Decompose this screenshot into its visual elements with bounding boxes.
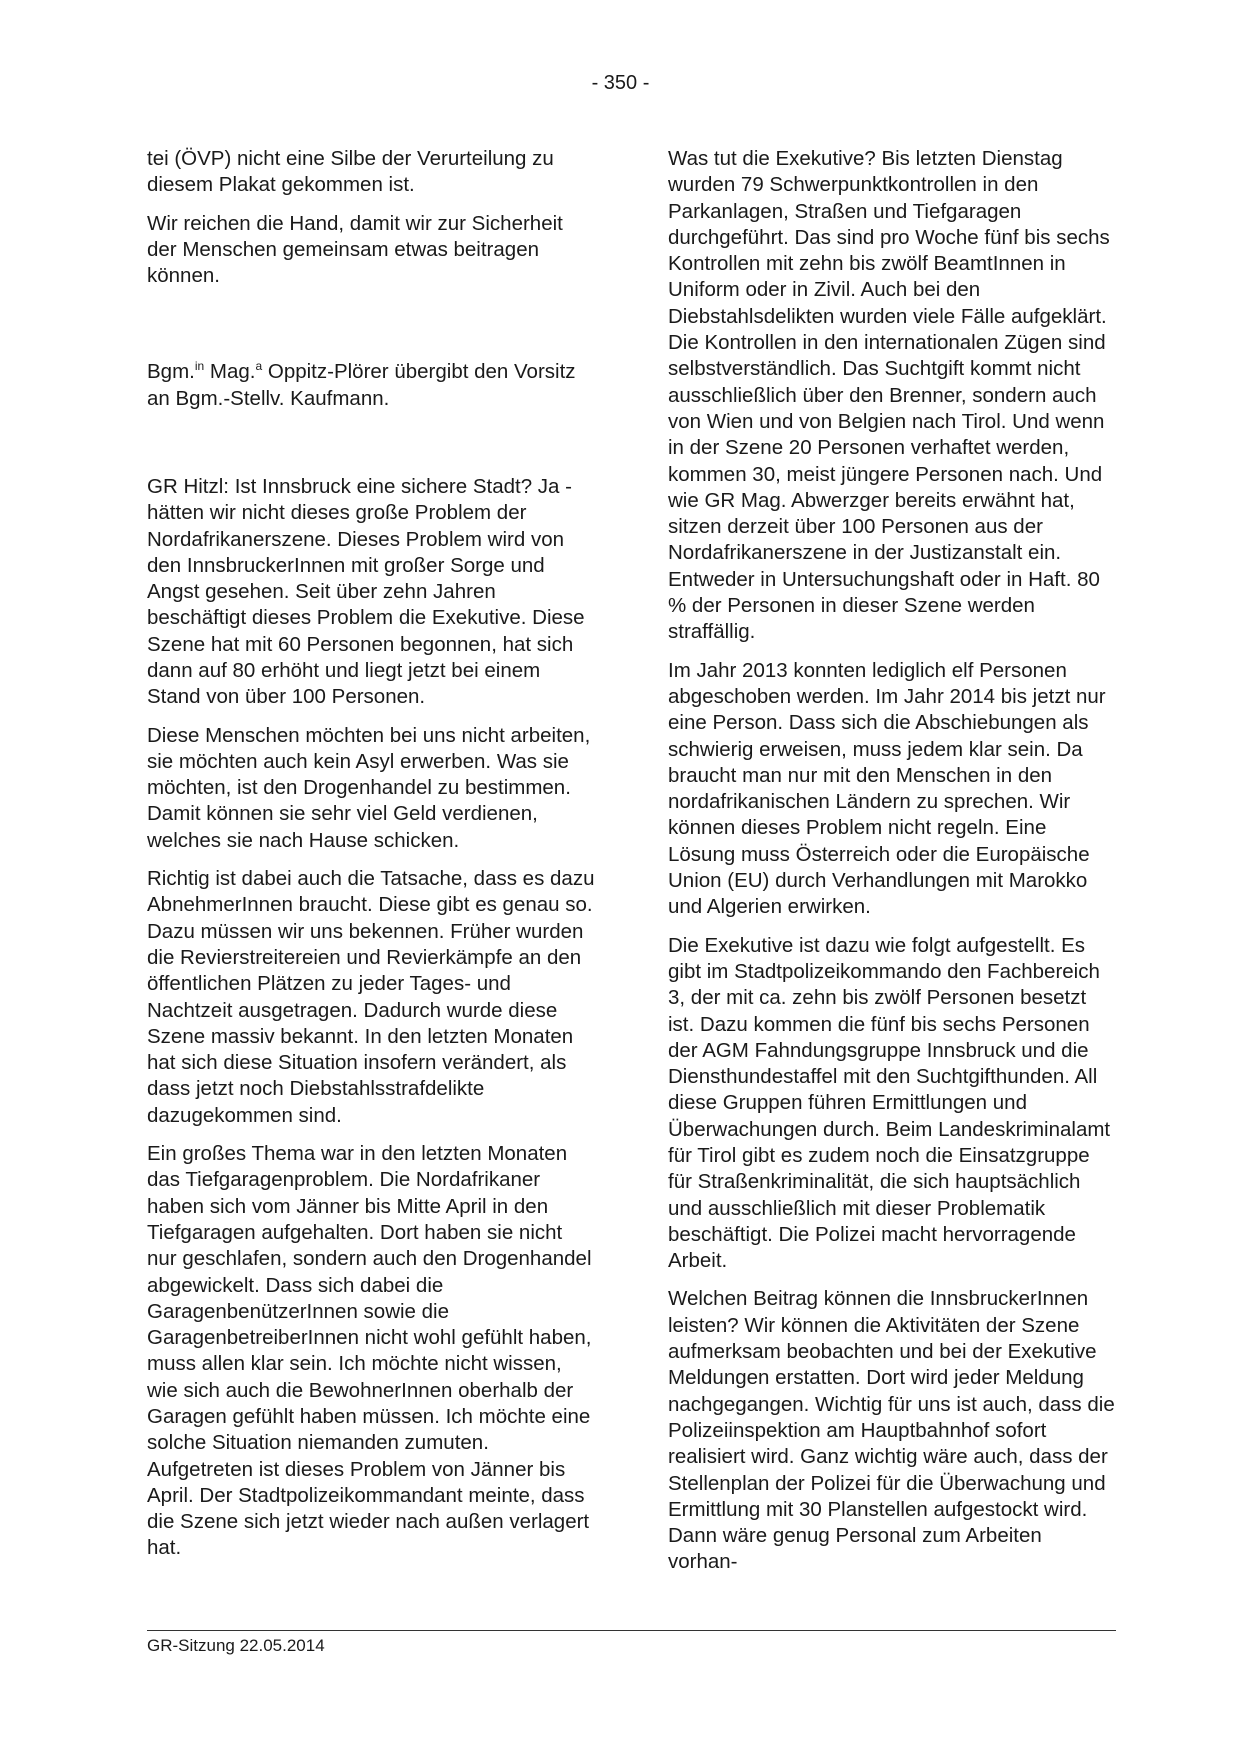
mag-text: Mag. — [209, 360, 256, 384]
paragraph: Die Exekutive ist dazu wie folgt aufgestellt. Es gibt im Stadtpolizeikommando den Fachbereich 3, der mit ca. zehn bis zwölf Personen besetzt ist. Dazu kommen die fünf bis sechs Personen der AGM Fahndungsgruppe Innsbruck und die Diensthundestaffel mit den Suchtgifthunden. All diese Gruppen führen Ermittlungen und Überwachungen durch. Beim Landeskriminalamt für Tirol gibt es zudem noch die Einsatzgruppe für Straßenkriminalität, die sich hauptsächlich und ausschließlich mit dieser Problematik beschäftigt. Die Polizei macht hervorragende Arbeit. — [668, 933, 1111, 1273]
paragraph: Wir reichen die Hand, damit wir zur Sicherheit der Menschen gemeinsam etwas beitragen können. — [147, 211, 563, 288]
chair-note-rest: Oppitz-Plörer übergibt den Vorsitz an Bgm.-Stellv. Kaufmann. — [147, 360, 576, 410]
paragraph: Was tut die Exekutive? Bis letzten Dienstag wurden 79 Schwerpunktkontrollen in den Parkanlagen, Straßen und Tiefgaragen durchgeführt. Das sind pro Woche fünf bis sechs Kontrollen mit zehn bis zwölf BeamtInnen in Uniform oder in Zivil. Auch bei den Diebstahlsdelikten wurden viele Fälle aufgeklärt. Die Kontrollen in den internationalen Zügen sind selbstverständlich. Das Suchtgift kommt nicht ausschließlich über den Brenner, sondern auch von Wien und von Belgien nach Tirol. Und wenn in der Szene 20 Personen verhaftet werden, kommen 30, meist jüngere Personen nach. Und wie GR Mag. Abwerzger bereits erwähnt hat, sitzen derzeit über 100 Personen aus der Nordafrikanerszene in der Justizanstalt ein. Entweder in Untersuchungshaft oder in Haft. 80 % der Personen in dieser Szene werden straffällig. — [668, 147, 1110, 644]
bgm-text: Bgm. — [147, 360, 195, 384]
left-column — [147, 146, 595, 1574]
bgm-superscript: in — [194, 359, 205, 374]
mag-superscript: a — [255, 359, 263, 374]
paragraph: Diese Menschen möchten bei uns nicht arbeiten, sie möchten auch kein Asyl erwerben. Was sie möchten, ist den Drogenhandel zu bestimmen. Damit können sie sehr viel Geld verdienen, welches sie nach Hause schicken. — [147, 723, 591, 852]
chair-handover-note — [147, 353, 595, 411]
footer-divider — [147, 1630, 1116, 1631]
right-column — [668, 146, 1116, 1588]
paragraph: GR Hitzl: Ist Innsbruck eine sichere Stadt? Ja - hätten wir nicht dieses große Problem der Nordafrikanerszene. Dieses Problem wird von den InnsbruckerInnen mit großer Sorge und Angst gesehen. Seit über zehn Jahren beschäftigt dieses Problem die Exekutive. Diese Szene hat mit 60 Personen begonnen, hat sich dann auf 80 erhöht und liegt jetzt bei einem Stand von über 100 Personen. — [147, 474, 585, 709]
paragraph: Ein großes Thema war in den letzten Monaten das Tiefgaragenproblem. Die Nordafrikaner haben sich vom Jänner bis Mitte April in den Tiefgaragen aufgehalten. Dort haben sie nicht nur geschlafen, sondern auch den Drogenhandel abgewickelt. Dass sich dabei die GaragenbenützerInnen sowie die GaragenbetreiberInnen nicht wohl gefühlt haben, muss allen klar sein. Ich möchte nicht wissen, wie sich auch die BewohnerInnen oberhalb der Garagen gefühlt haben müssen. Ich möchte eine solche Situation niemanden zumuten. Aufgetreten ist dieses Problem von Jänner bis April. Der Stadtpolizeikommandant meinte, dass die Szene sich jetzt wieder nach außen verlagert hat. — [147, 1142, 592, 1560]
page-number: - 350 - — [591, 72, 650, 94]
paragraph: Welchen Beitrag können die InnsbruckerInnen leisten? Wir können die Aktivitäten der Szene aufmerksam beobachten und bei der Exekutive Meldungen erstatten. Dort wird jeder Meldung nachgegangen. Wichtig für uns ist auch, dass die Polizeiinspektion am Hauptbahnhof sofort realisiert wird. Ganz wichtig wäre auch, dass der Stellenplan der Polizei für die Überwachung und Ermittlung mit 30 Planstellen aufgestockt wird. Dann wäre genug Personal zum Arbeiten vorhan- — [668, 1287, 1115, 1574]
paragraph: Im Jahr 2013 konnten lediglich elf Personen abgeschoben werden. Im Jahr 2014 bis jetzt nur eine Person. Dass sich die Abschiebungen als schwierig erweisen, muss jedem klar sein. Da braucht man nur mit den Menschen in den nordafrikanischen Ländern zu sprechen. Wir können dieses Problem nicht regeln. Eine Lösung muss Österreich oder die Europäische Union (EU) durch Verhandlungen mit Marokko und Algerien erwirken. — [668, 658, 1106, 919]
paragraph: tei (ÖVP) nicht eine Silbe der Verurteilung zu diesem Plakat gekommen ist. — [147, 147, 554, 197]
paragraph: Richtig ist dabei auch die Tatsache, dass es dazu AbnehmerInnen braucht. Diese gibt es genau so. Dazu müssen wir uns bekennen. Früher wurden die Revierstreitereien und Revierkämpfe an den öffentlichen Plätzen zu jeder Tages- und Nachtzeit ausgetragen. Dadurch wurde diese Szene massiv bekannt. In den letzten Monaten hat sich diese Situation insofern verändert, als dass jetzt noch Diebstahlsstrafdelikte dazugekommen sind. — [147, 867, 595, 1127]
footer-session-date: GR-Sitzung 22.05.2014 — [147, 1636, 325, 1655]
